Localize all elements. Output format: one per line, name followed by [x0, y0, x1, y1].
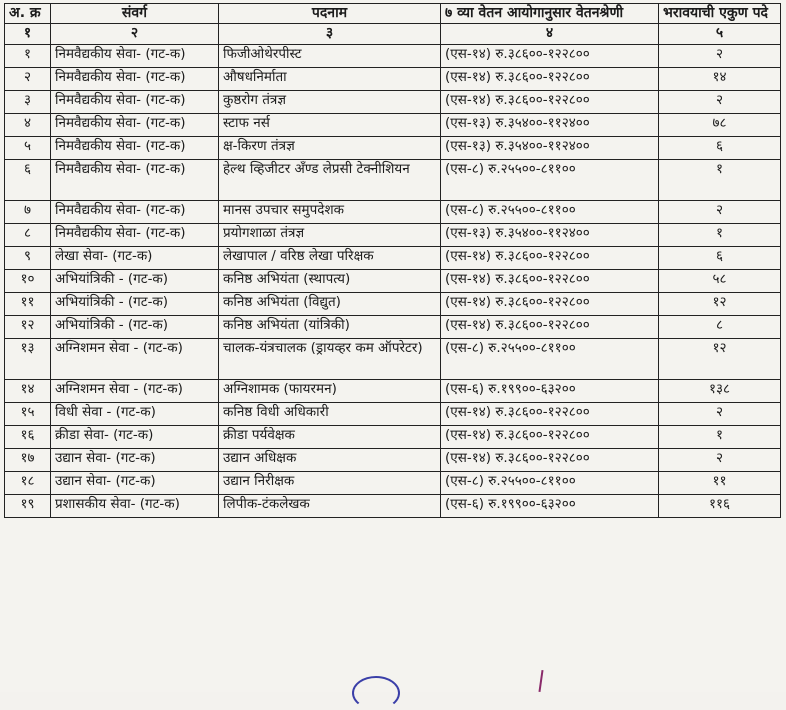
header-row	[5, 4, 781, 24]
row-cadre: निमवैद्यकीय सेवा- (गट-क)	[51, 137, 219, 160]
row-pay-scale: (एस-८) रु.२५५००-८११००	[441, 201, 659, 224]
row-cadre: अग्निशमन सेवा - (गट-क)	[51, 339, 219, 380]
header-pay-scale: ७ व्या वेतन आयोगानुसार वेतनश्रेणी	[441, 4, 659, 24]
column-number: ३	[219, 24, 441, 45]
row-post-name: लिपीक-टंकलेखक	[219, 495, 441, 518]
table-row	[5, 403, 781, 426]
signature-stroke	[538, 670, 543, 692]
row-serial-number: ९	[5, 247, 51, 270]
header-post-count: भरावयाची एकुण पदे	[659, 4, 781, 24]
row-cadre: क्रीडा सेवा- (गट-क)	[51, 426, 219, 449]
row-post-count: १४	[659, 68, 781, 91]
row-post-count: २	[659, 449, 781, 472]
row-post-name: क्रीडा पर्यवेक्षक	[219, 426, 441, 449]
row-post-name: प्रयोगशाळा तंत्रज्ञ	[219, 224, 441, 247]
row-serial-number: ७	[5, 201, 51, 224]
row-cadre: निमवैद्यकीय सेवा- (गट-क)	[51, 201, 219, 224]
row-pay-scale: (एस-६) रु.१९९००-६३२००	[441, 380, 659, 403]
row-post-count: १	[659, 224, 781, 247]
row-post-count: ८	[659, 316, 781, 339]
column-number-row	[5, 24, 781, 45]
row-cadre: अग्निशमन सेवा - (गट-क)	[51, 380, 219, 403]
table-row	[5, 45, 781, 68]
row-serial-number: ५	[5, 137, 51, 160]
table-row	[5, 247, 781, 270]
row-serial-number: ६	[5, 160, 51, 201]
row-post-count: २	[659, 201, 781, 224]
row-cadre: निमवैद्यकीय सेवा- (गट-क)	[51, 160, 219, 201]
row-post-name: फिजीओथेरपीस्ट	[219, 45, 441, 68]
row-pay-scale: (एस-८) रु.२५५००-८११००	[441, 472, 659, 495]
row-pay-scale: (एस-१४) रु.३८६००-१२२८००	[441, 247, 659, 270]
row-post-name: उद्यान निरीक्षक	[219, 472, 441, 495]
row-cadre: अभियांत्रिकी - (गट-क)	[51, 270, 219, 293]
row-pay-scale: (एस-१४) रु.३८६००-१२२८००	[441, 45, 659, 68]
table-body	[5, 45, 781, 518]
row-post-name: कनिष्ठ अभियंता (यांत्रिकी)	[219, 316, 441, 339]
row-serial-number: २	[5, 68, 51, 91]
row-serial-number: ११	[5, 293, 51, 316]
row-cadre: उद्यान सेवा- (गट-क)	[51, 449, 219, 472]
header-post: पदनाम	[219, 4, 441, 24]
row-post-count: ११६	[659, 495, 781, 518]
row-pay-scale: (एस-१४) रु.३८६००-१२२८००	[441, 403, 659, 426]
row-pay-scale: (एस-१३) रु.३५४००-११२४००	[441, 137, 659, 160]
row-serial-number: ३	[5, 91, 51, 114]
row-serial-number: १२	[5, 316, 51, 339]
row-post-count: २	[659, 91, 781, 114]
stamp-mark	[352, 676, 400, 710]
row-cadre: निमवैद्यकीय सेवा- (गट-क)	[51, 91, 219, 114]
row-post-name: औषधनिर्माता	[219, 68, 441, 91]
table-row	[5, 495, 781, 518]
row-post-count: २	[659, 45, 781, 68]
row-serial-number: ४	[5, 114, 51, 137]
row-post-count: ७८	[659, 114, 781, 137]
row-post-name: उद्यान अधिक्षक	[219, 449, 441, 472]
row-post-count: १२	[659, 339, 781, 380]
row-post-name: हेल्थ व्हिजीटर अँण्ड लेप्रसी टेक्नीशियन	[219, 160, 441, 201]
row-post-count: १	[659, 160, 781, 201]
row-pay-scale: (एस-१४) रु.३८६००-१२२८००	[441, 68, 659, 91]
row-serial-number: १०	[5, 270, 51, 293]
column-number: ५	[659, 24, 781, 45]
row-post-name: कुष्ठरोग तंत्रज्ञ	[219, 91, 441, 114]
row-cadre: निमवैद्यकीय सेवा- (गट-क)	[51, 114, 219, 137]
header-cadre: संवर्ग	[51, 4, 219, 24]
row-post-count: १	[659, 426, 781, 449]
row-post-name: कनिष्ठ विधी अधिकारी	[219, 403, 441, 426]
column-number: १	[5, 24, 51, 45]
row-post-name: मानस उपचार समुपदेशक	[219, 201, 441, 224]
table-row	[5, 316, 781, 339]
table-row	[5, 293, 781, 316]
row-serial-number: १४	[5, 380, 51, 403]
recruitment-table	[4, 3, 781, 518]
row-cadre: लेखा सेवा- (गट-क)	[51, 247, 219, 270]
row-post-count: ५८	[659, 270, 781, 293]
table-row	[5, 472, 781, 495]
row-post-count: २	[659, 403, 781, 426]
column-number: ४	[441, 24, 659, 45]
table-row	[5, 160, 781, 201]
row-cadre: निमवैद्यकीय सेवा- (गट-क)	[51, 224, 219, 247]
table-row	[5, 137, 781, 160]
row-pay-scale: (एस-१४) रु.३८६००-१२२८००	[441, 449, 659, 472]
row-post-name: कनिष्ठ अभियंता (स्थापत्य)	[219, 270, 441, 293]
column-number: २	[51, 24, 219, 45]
table-row	[5, 201, 781, 224]
row-cadre: अभियांत्रिकी - (गट-क)	[51, 316, 219, 339]
row-cadre: अभियांत्रिकी - (गट-क)	[51, 293, 219, 316]
table-row	[5, 91, 781, 114]
row-serial-number: १९	[5, 495, 51, 518]
row-serial-number: १६	[5, 426, 51, 449]
row-pay-scale: (एस-१३) रु.३५४००-११२४००	[441, 114, 659, 137]
row-cadre: विधी सेवा - (गट-क)	[51, 403, 219, 426]
table-row	[5, 426, 781, 449]
row-serial-number: ८	[5, 224, 51, 247]
row-pay-scale: (एस-१४) रु.३८६००-१२२८००	[441, 316, 659, 339]
table-row	[5, 339, 781, 380]
row-post-name: स्टाफ नर्स	[219, 114, 441, 137]
row-post-count: १२	[659, 293, 781, 316]
row-post-count: ११	[659, 472, 781, 495]
table-row	[5, 114, 781, 137]
row-pay-scale: (एस-१४) रु.३८६००-१२२८००	[441, 293, 659, 316]
row-post-count: ६	[659, 137, 781, 160]
row-cadre: निमवैद्यकीय सेवा- (गट-क)	[51, 68, 219, 91]
row-serial-number: १७	[5, 449, 51, 472]
row-post-name: कनिष्ठ अभियंता (विद्युत)	[219, 293, 441, 316]
row-post-name: अग्निशामक (फायरमन)	[219, 380, 441, 403]
row-cadre: निमवैद्यकीय सेवा- (गट-क)	[51, 45, 219, 68]
row-pay-scale: (एस-६) रु.१९९००-६३२००	[441, 495, 659, 518]
header-sr: अ. क्र	[5, 4, 51, 24]
table-row	[5, 380, 781, 403]
row-pay-scale: (एस-१३) रु.३५४००-११२४००	[441, 224, 659, 247]
row-post-name: लेखापाल / वरिष्ठ लेखा परिक्षक	[219, 247, 441, 270]
table-row	[5, 270, 781, 293]
row-post-count: ६	[659, 247, 781, 270]
row-serial-number: १३	[5, 339, 51, 380]
row-cadre: उद्यान सेवा- (गट-क)	[51, 472, 219, 495]
row-pay-scale: (एस-८) रु.२५५००-८११००	[441, 339, 659, 380]
row-pay-scale: (एस-८) रु.२५५००-८११००	[441, 160, 659, 201]
row-serial-number: १५	[5, 403, 51, 426]
row-pay-scale: (एस-१४) रु.३८६००-१२२८००	[441, 270, 659, 293]
row-cadre: प्रशासकीय सेवा- (गट-क)	[51, 495, 219, 518]
row-serial-number: १८	[5, 472, 51, 495]
row-pay-scale: (एस-१४) रु.३८६००-१२२८००	[441, 91, 659, 114]
table-row	[5, 449, 781, 472]
row-pay-scale: (एस-१४) रु.३८६००-१२२८००	[441, 426, 659, 449]
row-post-count: १३८	[659, 380, 781, 403]
row-serial-number: १	[5, 45, 51, 68]
table-row	[5, 68, 781, 91]
row-post-name: चालक-यंत्रचालक (ड्रायव्हर कम ऑपरेटर)	[219, 339, 441, 380]
table-row	[5, 224, 781, 247]
row-post-name: क्ष-किरण तंत्रज्ञ	[219, 137, 441, 160]
